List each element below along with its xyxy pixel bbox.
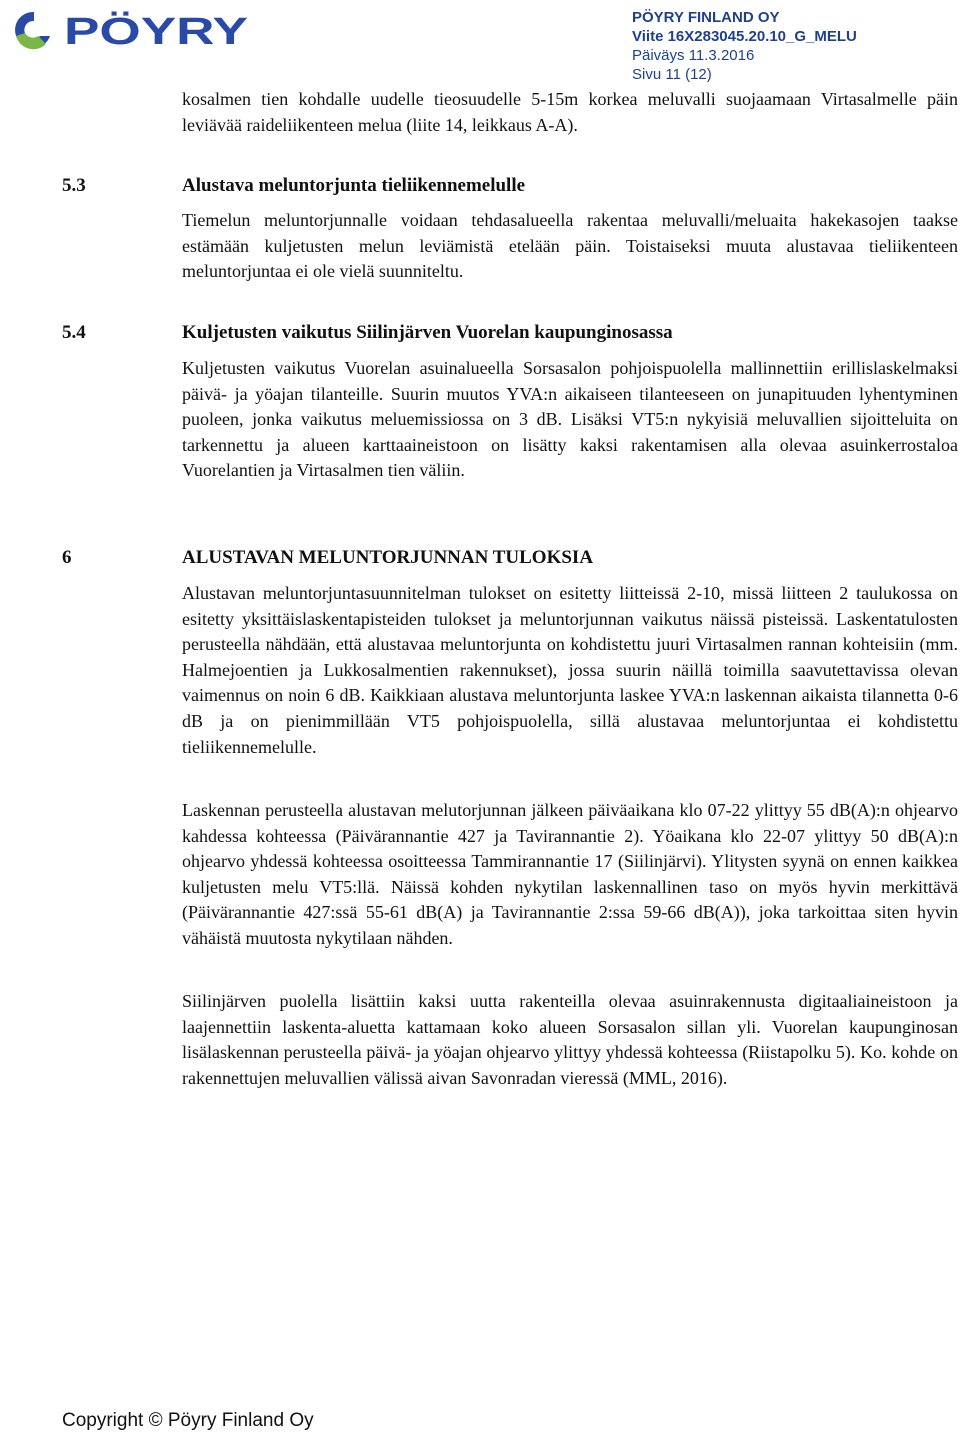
logo-wordmark: PÖYRY	[64, 11, 196, 53]
section-6-paragraph-2: Laskennan perusteella alustavan melutorjunnan jälkeen päiväaikana klo 07-22 ylittyy 55 dB(A):n ohjearvo kahdessa kohteessa (Päivärannantie 427 ja Tavirannantie 2). Yöaikana klo 22-07 ylittyy 50 dB(A):n ohjearvo yhdessä kohteessa osoitteessa Tammirannantie 17 (Siilinjärvi). Ylitysten syynä on ennen kaikkea kuljetusten melu VT5:llä. Näissä kohden nykytilan laskennallinen taso on myös hyvin merkittävä (Päivärannantie 427:ssä 55-61 dB(A) ja Tavirannantie 2:ssa 59-66 dB(A)), joka tarkoittaa siten hyvin vähäistä muutosta nykytilaan nähden.	[182, 800, 958, 948]
section-5-3-paragraph: Tiemelun meluntorjunnalle voidaan tehdasalueella rakentaa meluvalli/meluaita hakekasojen taakse estämään kuljetusten melun leviämistä etelään päin. Toistaiseksi muuta alustavaa tieliikenteen meluntorjuntaa ei ole vielä suunniteltu.	[182, 210, 958, 282]
section-heading-5-3	[62, 173, 942, 199]
section-heading-6	[62, 545, 942, 571]
section-number: 5.4	[62, 322, 86, 343]
logo-swirl-icon	[15, 12, 50, 49]
section-6-paragraph-1: Alustavan meluntorjuntasuunnitelman tulokset on esitetty liitteissä 2-10, missä liitteen 2 taulukossa on esitetty yksittäislaskentapisteiden tulokset ja meluntorjunnan vaikutus näissä pisteissä. Laskentatulosten perusteella nähdään, että alustavaa meluntorjunta on kohdistettu juuri Virtasalmen rannan kohteisiin (mm. Halmejoentien ja Lukkosalmentien rakennukset), jossa suurin näillä toimilla saavutettavissa olevan vaimennus on noin 6 dB. Kaikkiaan alustava meluntorjunta laskee YVA:n laskennan aikaista tilannetta 0-6 dB ja on pienimmillään VT5 pohjoispuolella, sillä alustavaa meluntorjuntaa ei kohdistettu tieliikennemelulle.	[182, 583, 958, 757]
document-reference: Viite 16X283045.20.10_G_MELU	[632, 28, 857, 45]
document-header	[632, 8, 857, 84]
company-name: PÖYRY FINLAND OY	[632, 9, 780, 26]
section-number: 5.3	[62, 175, 86, 196]
section-6-paragraph-3: Siilinjärven puolella lisättiin kaksi uutta rakenteilla olevaa asuinrakennusta digitaaliaineistoon ja laajennettiin laskenta-aluetta kattamaan koko alueen Sorsasalon sillan yli. Vuorelan kaupunginosan lisälaskennan perusteella päivä- ja yöajan ohjearvo ylittyy yhdessä kohteessa (Riistapolku 5). Ko. kohde on rakennettujen meluvallien välissä aivan Savonradan vieressä (MML, 2016).	[182, 991, 958, 1088]
copyright-footer: Copyright © Pöyry Finland Oy	[62, 1410, 314, 1431]
section-number: 6	[62, 547, 72, 568]
document-date: Päiväys 11.3.2016	[632, 47, 755, 64]
section-title: Alustava meluntorjunta tieliikennemelulle	[182, 175, 526, 196]
section-heading-5-4	[62, 320, 942, 346]
poyry-logo	[6, 6, 250, 54]
section-5-4-paragraph: Kuljetusten vaikutus Vuorelan asuinalueella Sorsasalon pohjoispuolella mallinnettiin erillislaskelmaksi päivä- ja yöajan tilanteille. Suurin muutos YVA:n aikaiseen tilanteeseen on junapituuden lyhentyminen puoleen, jonka vaikutus meluemissiossa on 3 dB. Lisäksi VT5:n nykyisiä meluvallien sijoitteluita on tarkennettu ja alueen karttaaineistoon on lisätty kaksi rakentamisen alla olevaa asuinkerrostaloa Vuorelantien ja Virtasalmen tien väliin.	[182, 358, 958, 481]
intro-paragraph: kosalmen tien kohdalle uudelle tieosuudelle 5-15m korkea meluvalli suojaamaan Virtasalmelle päin leviävää raideliikenteen melua (liite 14, leikkaus A-A).	[182, 89, 958, 135]
page-number: Sivu 11 (12)	[632, 66, 712, 83]
section-title: Kuljetusten vaikutus Siilinjärven Vuorelan kaupunginosassa	[182, 322, 673, 343]
section-title: ALUSTAVAN MELUNTORJUNNAN TULOKSIA	[182, 547, 594, 568]
